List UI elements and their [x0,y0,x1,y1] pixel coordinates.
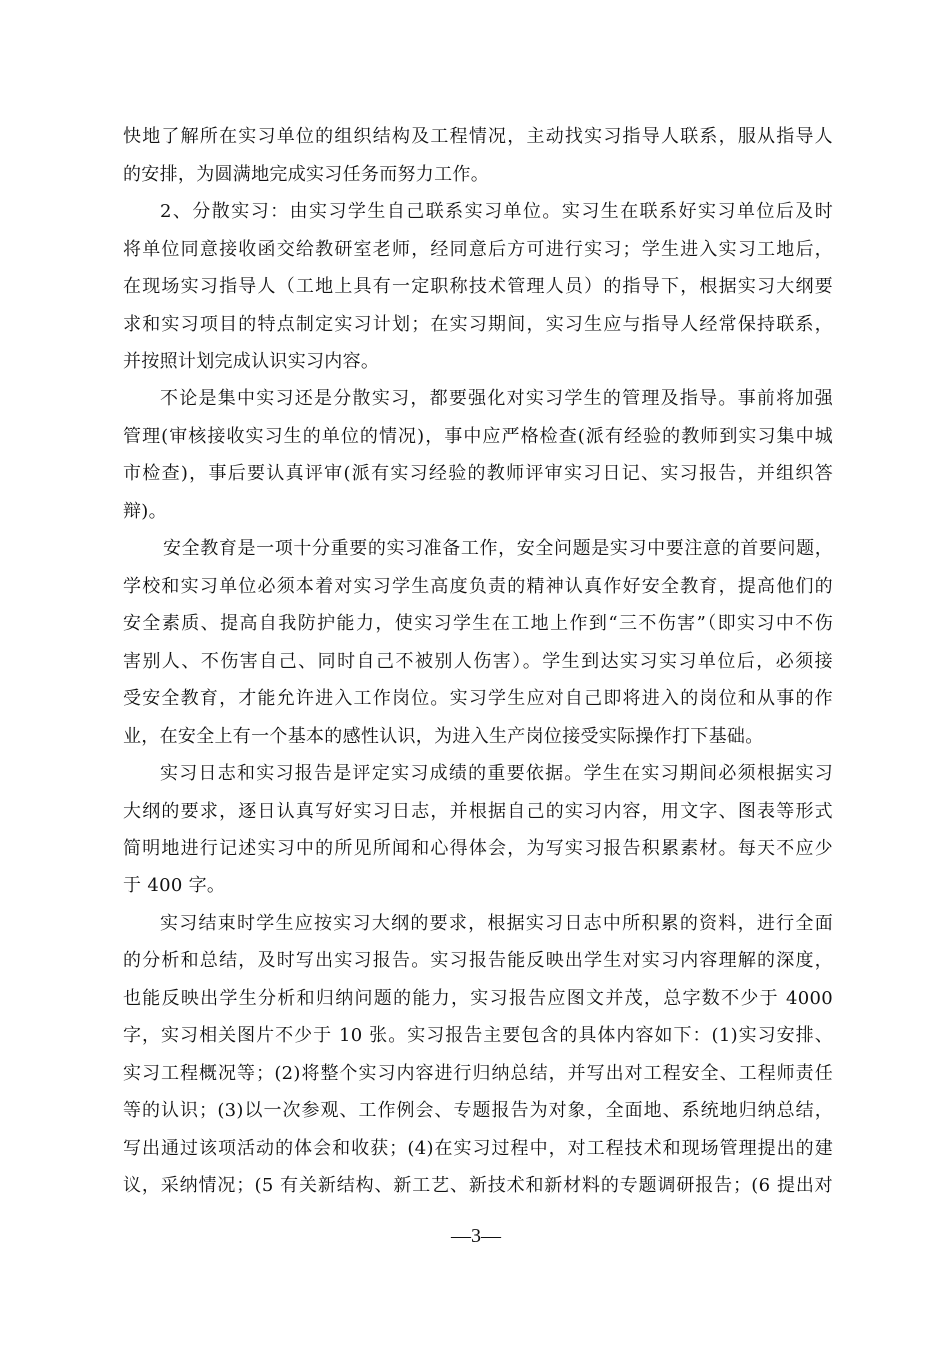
text-line: 害别人、不伤害自己、同时自己不被别人伤害）。学生到达实习实习单位后，必须接 [123,651,833,672]
text-line: 等的认识；(3)以一次参观、工作例会、专题报告为对象，全面地、系统地归纳总结， [123,1100,833,1121]
text-line: 安全教育是一项十分重要的实习准备工作，安全问题是实习中要注意的首要问题， [163,538,833,559]
text-line: 并按照计划完成认识实习内容。 [123,351,380,372]
text-line: 安全素质、提高自我防护能力，使实习学生在工地上作到“三不伤害”（即实习中不伤 [123,613,833,634]
text-line: 辩)。 [123,501,167,522]
text-line: 管理(审核接收实习生的单位的情况)，事中应严格检查(派有经验的教师到实习集中城 [123,426,833,447]
text-line: 快地了解所在实习单位的组织结构及工程情况，主动找实习指导人联系，服从指导人 [123,126,833,147]
text-line: 简明地进行记述实习中的所见所闻和心得体会，为写实习报告积累素材。每天不应少 [123,838,833,859]
text-line: 受安全教育，才能允许进入工作岗位。实习学生应对自己即将进入的岗位和从事的作 [123,688,833,709]
text-line: 实习日志和实习报告是评定实习成绩的重要依据。学生在实习期间必须根据实习 [160,763,833,784]
page-number: —3— [451,1225,501,1247]
text-line: 求和实习项目的特点制定实习计划；在实习期间，实习生应与指导人经常保持联系， [123,314,833,335]
text-line: 字，实习相关图片不少于 10 张。实习报告主要包含的具体内容如下：(1)实习安排、 [123,1025,833,1046]
text-line: 的安排，为圆满地完成实习任务而努力工作。 [123,164,489,185]
text-line: 也能反映出学生分析和归纳问题的能力，实习报告应图文并茂，总字数不少于 4000 [123,988,833,1009]
text-line: 于 400 字。 [123,875,226,896]
text-line: 2、分散实习：由实习学生自己联系实习单位。实习生在联系好实习单位后及时 [160,201,833,222]
text-line: 议，采纳情况；(5 有关新结构、新工艺、新技术和新材料的专题调研报告；(6 提出对 [123,1175,833,1196]
text-line: 在现场实习指导人（工地上具有一定职称技术管理人员）的指导下，根据实习大纲要 [123,276,833,297]
text-line: 市检查)，事后要认真评审(派有实习经验的教师评审实习日记、实习报告，并组织答 [123,463,833,484]
text-line: 不论是集中实习还是分散实习，都要强化对实习学生的管理及指导。事前将加强 [160,388,833,409]
text-line: 写出通过该项活动的体会和收获；(4)在实习过程中，对工程技术和现场管理提出的建 [123,1138,833,1159]
text-line: 的分析和总结，及时写出实习报告。实习报告能反映出学生对实习内容理解的深度， [123,950,833,971]
text-line: 业，在安全上有一个基本的感性认识，为进入生产岗位接受实际操作打下基础。 [123,726,764,747]
text-line: 实习结束时学生应按实习大纲的要求，根据实习日志中所积累的资料，进行全面 [160,913,833,934]
text-line: 将单位同意接收函交给教研室老师，经同意后方可进行实习；学生进入实习工地后， [123,239,833,260]
text-line: 大纲的要求，逐日认真写好实习日志，并根据自己的实习内容，用文字、图表等形式 [123,801,833,822]
text-line: 学校和实习单位必须本着对实习学生高度负责的精神认真作好安全教育，提高他们的 [123,576,833,597]
text-line: 实习工程概况等；(2)将整个实习内容进行归纳总结，并写出对工程安全、工程师责任 [123,1063,833,1084]
